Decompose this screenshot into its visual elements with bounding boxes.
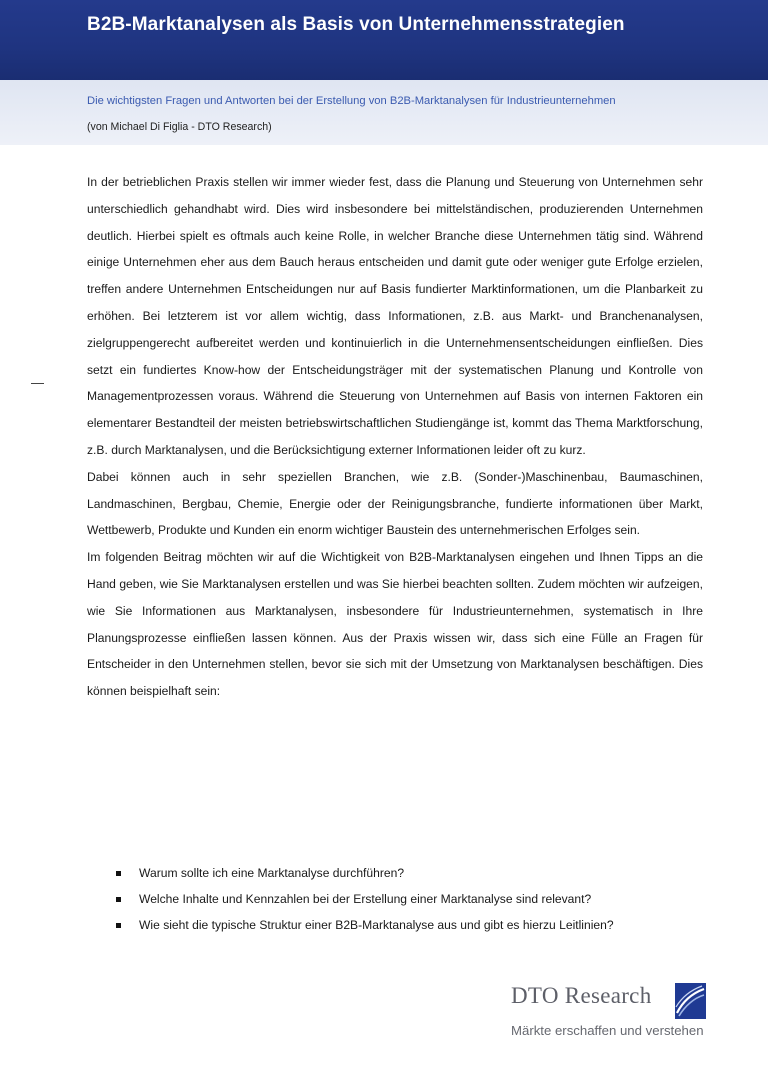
company-logo [505,983,710,1045]
list-item [113,892,713,918]
paragraph-1: In der betrieblichen Praxis stellen wir immer wieder fest, dass die Planung und Steuerung von Unternehmen sehr unterschiedlich gehandhabt wird. Dies wird insbesondere bei mittelständischen, produzierenden Unternehmen deutlich. Hierbei spielt es oftmals auch keine Rolle, in welcher Branche diese Unternehmen tätig sind. Während einige Unternehmen eher aus dem Bauch heraus entscheiden und damit gute oder weniger gute Erfolge erzielen, treffen andere Unternehmen Entscheidungen nur auf Basis fundierter Marktinformationen, um die Planbarkeit zu erhöhen. Bei letzterem ist vor allem wichtig, dass Informationen, z.B. aus Markt- und Branchenanalysen, zielgruppengerecht aufbereitet werden und kontinuierlich in die Unternehmensentscheidungen einfließen. Dies setzt ein fundiertes Know-how der Entscheidungsträger mit der systematischen Planung und Kontrolle von Managementprozessen voraus. Während die Steuerung von Unternehmen auf Basis von internen Faktoren ein elementarer Bestandteil der meisten betriebswirtschaftlichen Studiengänge ist, kommt das Thema Marktforschung, z.B. durch Marktanalysen, und die Berücksichtigung externer Informationen leider oft zu kurz. [87,175,703,457]
paragraph-3: Im folgenden Beitrag möchten wir auf die Wichtigkeit von B2B-Marktanalysen eingehen und Ihnen Tipps an die Hand geben, wie Sie Marktanalysen erstellen und was Sie hierbei beachten sollten. Zudem möchten wir aufzeigen, wie Sie Informationen aus Marktanalysen, insbesondere für Industrieunternehmen, systematisch in Ihre Planungsprozesse einfließen lassen können. Aus der Praxis wissen wir, dass sich eine Fülle an Fragen für Entscheider in den Unternehmen stellen, bevor sie sich mit der Umsetzung von Marktanalysen beschäftigen. Dies können beispielhaft sein: [87,550,703,699]
paragraph-2: Dabei können auch in sehr speziellen Branchen, wie z.B. (Sonder-)Maschinenbau, Baumaschinen, Landmaschinen, Bergbau, Chemie, Energie oder der Reinigungsbranche, fundierte informationen über Markt, Wettbewerb, Produkte und Kunden ein enorm wichtiger Baustein des unternehmerischen Erfolges sein. [87,469,703,538]
bullet-square-icon [116,871,121,876]
article-body [87,169,703,705]
list-item-text: Warum sollte ich eine Marktanalyse durchführen? [139,866,405,880]
logo-slogan: Märkte erschaffen und verstehen [511,1023,704,1038]
list-item [113,918,713,944]
swoosh-emblem-icon [675,983,706,1019]
margin-mark [31,383,44,384]
bullet-square-icon [116,897,121,902]
bullet-square-icon [116,923,121,928]
list-item-text: Wie sieht die typische Struktur einer B2B-Marktanalyse aus und gibt es hierzu Leitlinien? [139,918,614,932]
page-title: B2B-Marktanalysen als Basis von Unternehmensstrategien [87,14,625,35]
page-subtitle: Die wichtigsten Fragen und Antworten bei der Erstellung von B2B-Marktanalysen für Industrieunternehmen [87,95,616,107]
list-item [113,866,713,892]
list-item-text: Welche Inhalte und Kennzahlen bei der Erstellung einer Marktanalyse sind relevant? [139,892,592,906]
question-list [113,866,713,944]
logo-name: DTO Research [511,983,652,1008]
author-line: (von Michael Di Figlia - DTO Research) [87,121,272,133]
header-band [0,0,768,80]
subheader-band [0,80,768,145]
